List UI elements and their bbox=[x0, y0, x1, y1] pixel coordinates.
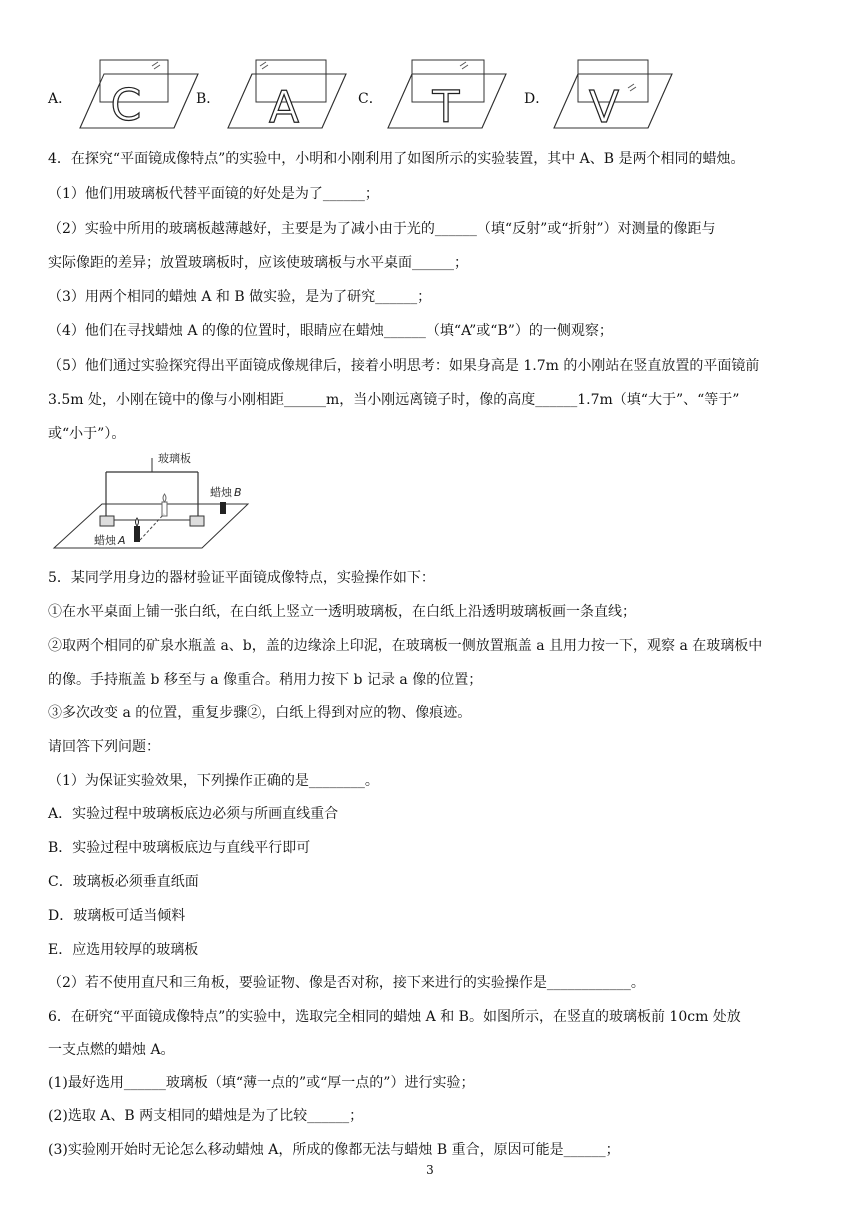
q4-part5-line1: （5）他们通过实验探究得出平面镜成像规律后，接着小明思考：如果身高是 1.7m 的小刚站在竖直放置的平面镜前 bbox=[48, 358, 760, 374]
option-b-label: B． bbox=[196, 91, 221, 107]
q5-question1: （1）为保证实验效果，下列操作正确的是________。 bbox=[48, 773, 379, 789]
option-d-letter: V bbox=[588, 82, 620, 132]
q5-step1: ①在水平桌面上铺一张白纸，在白纸上竖立一透明玻璃板，在白纸上沿透明玻璃板画一条直线； bbox=[48, 604, 636, 620]
q4-stem: 4．在探究“平面镜成像特点”的实验中，小明和小刚利用了如图所示的实验装置，其中 A、B 是两个相同的蜡烛。 bbox=[48, 151, 745, 167]
q6-stem-line1: 6．在研究“平面镜成像特点”的实验中，选取完全相同的蜡烛 A 和 B。如图所示，在竖直的玻璃板前 10cm 处放 bbox=[48, 1009, 741, 1025]
q4-part1: （1）他们用玻璃板代替平面镜的好处是为了______； bbox=[48, 186, 379, 202]
candle-a-label: 蜡烛 bbox=[94, 534, 116, 547]
q5-option-b: B．实验过程中玻璃板底边与直线平行即可 bbox=[48, 840, 311, 856]
q4-part4: （4）他们在寻找蜡烛 A 的像的位置时，眼睛应在蜡烛______（填“A”或“B”）的一侧观察； bbox=[48, 323, 613, 339]
option-a-letter: C bbox=[110, 80, 142, 131]
option-d-label: D． bbox=[524, 91, 550, 107]
option-d-figure bbox=[552, 56, 674, 132]
q5-option-e: E．应选用较厚的玻璃板 bbox=[48, 942, 199, 958]
q5-step2-line2: 的像。手持瓶盖 b 移至与 a 像重合。稍用力按下 b 记录 a 像的位置； bbox=[48, 672, 483, 688]
q4-experiment-figure bbox=[52, 448, 252, 552]
candle-b-letter: B bbox=[234, 486, 242, 499]
q5-option-d: D．玻璃板可适当倾料 bbox=[48, 908, 186, 924]
q5-prompt: 请回答下列问题： bbox=[48, 739, 160, 755]
q5-option-c: C．玻璃板必须垂直纸面 bbox=[48, 874, 199, 890]
q4-part5-line2: 3.5m 处，小刚在镜中的像与小刚相距______m，当小刚远离镜子时，像的高度______1.7m（填“大于”、“等于” bbox=[48, 392, 740, 408]
option-c-label: C． bbox=[358, 91, 383, 107]
q4-part2-line2: 实际像距的差异；放置玻璃板时，应该使玻璃板与水平桌面______； bbox=[48, 255, 468, 271]
q5-step3: ③多次改变 a 的位置，重复步骤②，白纸上得到对应的物、像痕迹。 bbox=[48, 705, 472, 721]
option-c-figure bbox=[386, 56, 508, 132]
q5-question2: （2）若不使用直尺和三角板，要验证物、像是否对称，接下来进行的实验操作是____________。 bbox=[48, 975, 645, 991]
option-c-letter: T bbox=[432, 82, 460, 132]
candle-b-label: 蜡烛 bbox=[210, 486, 232, 499]
q4-part3: （3）用两个相同的蜡烛 A 和 B 做实验，是为了研究______； bbox=[48, 289, 432, 305]
q6-part2: (2)选取 A、B 两支相同的蜡烛是为了比较______； bbox=[48, 1108, 364, 1124]
q6-part1: (1)最好选用______玻璃板（填“薄一点的”或“厚一点的”）进行实验； bbox=[48, 1075, 475, 1091]
option-b-letter: A bbox=[268, 82, 300, 132]
q5-stem: 5．某同学用身边的器材验证平面镜成像特点，实验操作如下： bbox=[48, 570, 435, 586]
option-a-label: A． bbox=[48, 91, 73, 107]
option-b-figure bbox=[226, 56, 348, 132]
q5-option-a: A．实验过程中玻璃板底边必须与所画直线重合 bbox=[48, 806, 339, 822]
glass-plate-label: 玻璃板 bbox=[158, 452, 191, 465]
q4-part5-line3: 或“小于”）。 bbox=[48, 426, 126, 442]
q6-stem-line2: 一支点燃的蜡烛 A。 bbox=[48, 1042, 175, 1058]
page-number: 3 bbox=[426, 1163, 434, 1177]
candle-a-letter: A bbox=[118, 534, 126, 547]
q6-part3: (3)实验刚开始时无论怎么移动蜡烛 A，所成的像都无法与蜡烛 B 重合，原因可能是______； bbox=[48, 1142, 620, 1158]
q4-part2-line1: （2）实验中所用的玻璃板越薄越好，主要是为了减小由于光的______（填“反射”或“折射”）对测量的像距与 bbox=[48, 221, 716, 237]
option-a-figure bbox=[78, 56, 200, 132]
q5-step2-line1: ②取两个相同的矿泉水瓶盖 a、b，盖的边缘涂上印泥，在玻璃板一侧放置瓶盖 a 且用力按一下，观察 a 在玻璃板中 bbox=[48, 638, 763, 654]
